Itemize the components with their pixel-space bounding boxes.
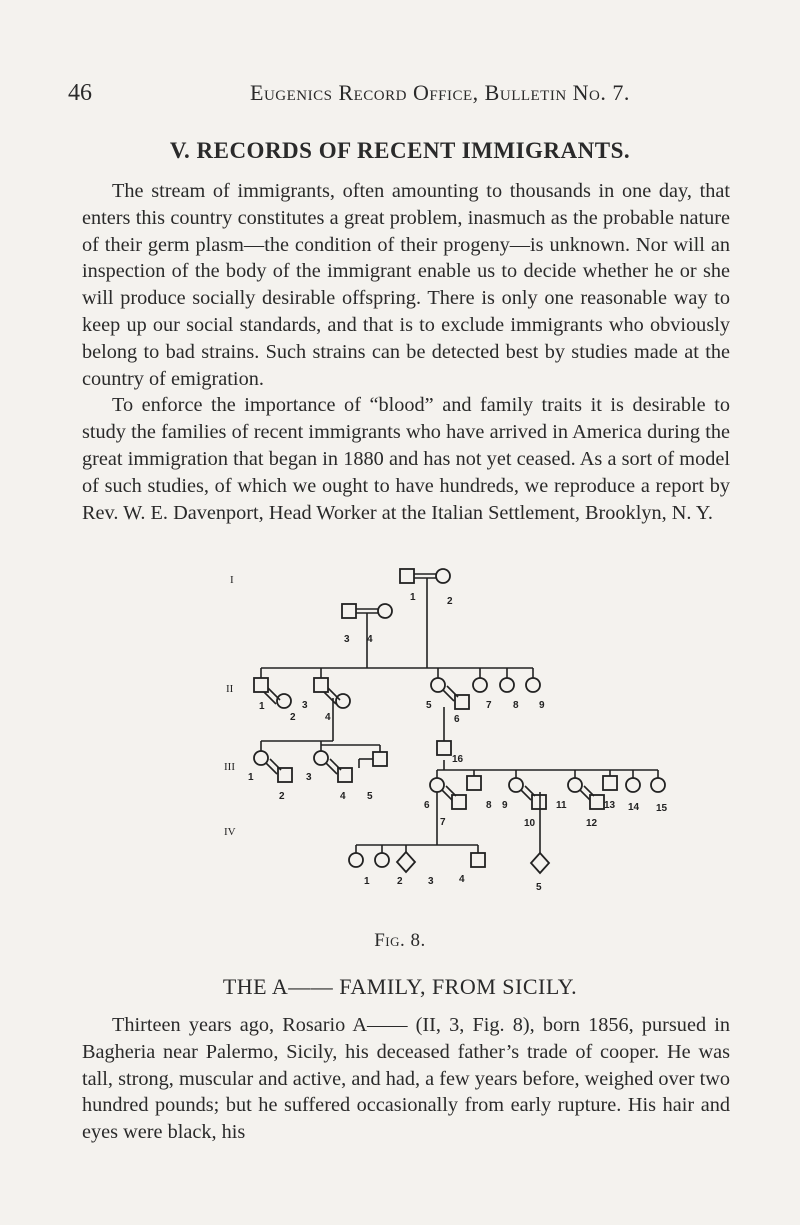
individual-number: 4 xyxy=(459,874,465,885)
individual-number: 2 xyxy=(290,712,296,723)
male-symbol xyxy=(254,678,268,692)
female-symbol xyxy=(568,778,582,792)
female-symbol xyxy=(314,751,328,765)
individual-number: 3 xyxy=(428,876,434,887)
individual-number: 3 xyxy=(306,772,312,783)
female-symbol xyxy=(500,678,514,692)
male-symbol xyxy=(603,776,617,790)
generation-label: IV xyxy=(224,826,236,838)
female-symbol xyxy=(436,569,450,583)
male-symbol xyxy=(437,741,451,755)
individual-number: 3 xyxy=(302,700,308,711)
page-number: 46 xyxy=(68,80,92,106)
paragraph: Thirteen years ago, Rosario A—— (II, 3, Fig. 8), born 1856, pursued in Bagheria near Palermo, Sicily, his deceased father’s trade of cooper. He was tall, strong, muscular and active, and had, a few years before, weighed over two hundred pounds; but he suffered occasionally from early rupture. His hair and eyes were black, his xyxy=(82,1014,730,1144)
individual-number: 5 xyxy=(426,700,432,711)
male-symbol xyxy=(314,678,328,692)
male-symbol xyxy=(532,795,546,809)
individual-number: 7 xyxy=(486,700,492,711)
female-symbol xyxy=(431,678,445,692)
individual-number: 11 xyxy=(556,800,567,811)
individual-number: 2 xyxy=(279,791,285,802)
individual-number: 16 xyxy=(452,754,464,765)
individual-number: 5 xyxy=(536,882,542,893)
individual-number: 15 xyxy=(656,803,668,814)
female-symbol xyxy=(473,678,487,692)
generation-label: I xyxy=(230,574,234,586)
family-title: THE A—— FAMILY, FROM SICILY. xyxy=(222,974,578,999)
male-symbol xyxy=(400,569,414,583)
individual-number: 8 xyxy=(513,700,519,711)
individual-number: 4 xyxy=(340,791,346,802)
female-symbol xyxy=(375,853,389,867)
female-symbol xyxy=(336,694,350,708)
female-symbol xyxy=(277,694,291,708)
male-symbol xyxy=(590,795,604,809)
individual-number: 3 xyxy=(344,634,350,645)
individual-number: 6 xyxy=(454,714,460,725)
female-symbol xyxy=(378,604,392,618)
male-symbol xyxy=(452,795,466,809)
individual-number: 1 xyxy=(364,876,370,887)
unknown-sex-symbol xyxy=(531,853,549,873)
unknown-sex-symbol xyxy=(397,852,415,872)
figure-caption: Fig. 8. xyxy=(374,930,426,951)
running-header: Eugenics Record Office, Bulletin No. 7. xyxy=(250,80,630,105)
individual-number: 10 xyxy=(524,818,536,829)
individual-number: 5 xyxy=(367,791,373,802)
section-heading: V. RECORDS OF RECENT IMMIGRANTS. xyxy=(169,138,631,163)
male-symbol xyxy=(373,752,387,766)
female-symbol xyxy=(349,853,363,867)
individual-number: 1 xyxy=(248,772,254,783)
individual-number: 13 xyxy=(604,800,616,811)
female-symbol xyxy=(626,778,640,792)
individual-number: 9 xyxy=(502,800,508,811)
male-symbol xyxy=(342,604,356,618)
female-symbol xyxy=(651,778,665,792)
individual-number: 4 xyxy=(367,634,373,645)
male-symbol xyxy=(471,853,485,867)
female-symbol xyxy=(509,778,523,792)
female-symbol xyxy=(254,751,268,765)
paragraph: To enforce the importance of “blood” and family traits it is desirable to study the families of recent immigrants who have arrived in America during the great immigration that began in 1880 and has not yet ceased. As a sort of model of such studies, of which we ought to have hundreds, we reproduce a report by Rev. W. E. Davenport, Head Worker at the Italian Settlement, Brooklyn, N. Y. xyxy=(82,394,730,524)
individual-number: 1 xyxy=(259,701,265,712)
family-narrative xyxy=(82,1012,730,1146)
generation-label: III xyxy=(224,761,235,773)
paragraph: The stream of immigrants, often amounting to thousands in one day, that enters this country constitutes a great problem, inasmuch as the probable nature of their germ plasm—the condition of their progeny—is unknown. Nor will an inspection of the body of the immigrant enable us to decide whether he or she will produce socially desirable offspring. There is only one reasonable way to keep up our social standards, and that is to exclude immigrants who obviously belong to bad strains. Such strains can be detected best by studies made at the country of emigration. xyxy=(82,180,730,390)
individual-number: 8 xyxy=(486,800,492,811)
female-symbol xyxy=(430,778,444,792)
individual-number: 4 xyxy=(325,712,331,723)
individual-number: 1 xyxy=(410,592,416,603)
individual-number: 14 xyxy=(628,802,640,813)
generation-label: II xyxy=(226,683,234,695)
individual-number: 2 xyxy=(397,876,403,887)
individual-number: 6 xyxy=(424,800,430,811)
individual-number: 7 xyxy=(440,817,446,828)
individual-number: 12 xyxy=(586,818,598,829)
female-symbol xyxy=(526,678,540,692)
individual-number: 9 xyxy=(539,700,545,711)
male-symbol xyxy=(467,776,481,790)
individual-number: 2 xyxy=(447,596,453,607)
